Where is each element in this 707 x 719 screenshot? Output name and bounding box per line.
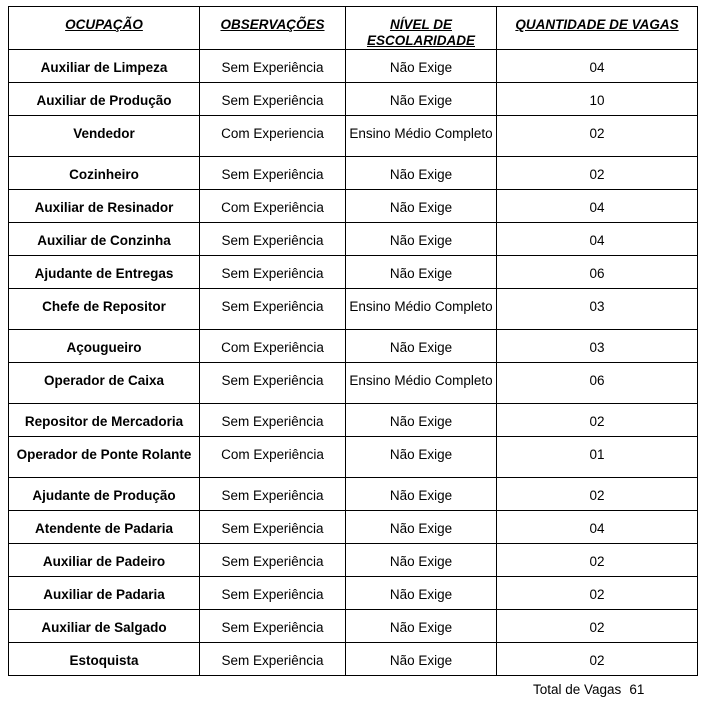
- cell-escolaridade: Não Exige: [346, 83, 497, 116]
- cell-ocupacao: Auxiliar de Padeiro: [9, 544, 200, 577]
- table-row: [9, 289, 698, 330]
- cell-observacoes: Sem Experiência: [200, 83, 346, 116]
- cell-observacoes: Sem Experiência: [200, 289, 346, 330]
- cell-observacoes: Com Experiência: [200, 190, 346, 223]
- total-label: Total de Vagas: [533, 682, 622, 697]
- cell-ocupacao: Auxiliar de Limpeza: [9, 50, 200, 83]
- header-observacoes: OBSERVAÇÕES: [200, 7, 346, 50]
- cell-ocupacao: Ajudante de Produção: [9, 478, 200, 511]
- table-row: [9, 157, 698, 190]
- cell-ocupacao: Açougueiro: [9, 330, 200, 363]
- cell-escolaridade: Não Exige: [346, 610, 497, 643]
- cell-observacoes: Sem Experiência: [200, 478, 346, 511]
- table-row: [9, 544, 698, 577]
- cell-ocupacao: Auxiliar de Salgado: [9, 610, 200, 643]
- cell-observacoes: Sem Experiência: [200, 256, 346, 289]
- cell-ocupacao: Chefe de Repositor: [9, 289, 200, 330]
- cell-observacoes: Com Experiencia: [200, 116, 346, 157]
- table-row: [9, 404, 698, 437]
- header-escolaridade: NÍVEL DE ESCOLARIDADE: [346, 7, 497, 50]
- cell-observacoes: Sem Experiência: [200, 643, 346, 676]
- cell-observacoes: Sem Experiência: [200, 363, 346, 404]
- table-row: [9, 116, 698, 157]
- cell-observacoes: Sem Experiência: [200, 223, 346, 256]
- cell-observacoes: Sem Experiência: [200, 577, 346, 610]
- cell-observacoes: Sem Experiência: [200, 50, 346, 83]
- cell-quantidade: 04: [497, 190, 698, 223]
- cell-quantidade: 02: [497, 157, 698, 190]
- cell-ocupacao: Auxiliar de Padaria: [9, 577, 200, 610]
- cell-escolaridade: Ensino Médio Completo: [346, 289, 497, 330]
- table-row: [9, 478, 698, 511]
- cell-quantidade: 04: [497, 511, 698, 544]
- cell-ocupacao: Auxiliar de Conzinha: [9, 223, 200, 256]
- table-row: [9, 643, 698, 676]
- cell-escolaridade: Não Exige: [346, 544, 497, 577]
- cell-ocupacao: Atendente de Padaria: [9, 511, 200, 544]
- cell-quantidade: 02: [497, 116, 698, 157]
- cell-escolaridade: Não Exige: [346, 330, 497, 363]
- cell-quantidade: 02: [497, 643, 698, 676]
- cell-observacoes: Sem Experiência: [200, 404, 346, 437]
- cell-quantidade: 04: [497, 223, 698, 256]
- header-ocupacao: OCUPAÇÃO: [9, 7, 200, 50]
- total-value: 61: [629, 682, 645, 697]
- table-row: [9, 610, 698, 643]
- cell-escolaridade: Não Exige: [346, 50, 497, 83]
- cell-observacoes: Sem Experiência: [200, 610, 346, 643]
- header-row: [9, 7, 698, 50]
- cell-ocupacao: Auxiliar de Resinador: [9, 190, 200, 223]
- total-vagas: [533, 682, 644, 698]
- table-row: [9, 83, 698, 116]
- cell-escolaridade: Não Exige: [346, 223, 497, 256]
- cell-observacoes: Sem Experiência: [200, 157, 346, 190]
- cell-escolaridade: Não Exige: [346, 190, 497, 223]
- cell-escolaridade: Não Exige: [346, 404, 497, 437]
- cell-quantidade: 01: [497, 437, 698, 478]
- table-row: [9, 437, 698, 478]
- table-row: [9, 223, 698, 256]
- cell-observacoes: Com Experiência: [200, 437, 346, 478]
- cell-escolaridade: Ensino Médio Completo: [346, 363, 497, 404]
- cell-quantidade: 02: [497, 577, 698, 610]
- cell-quantidade: 10: [497, 83, 698, 116]
- table-row: [9, 577, 698, 610]
- cell-observacoes: Sem Experiência: [200, 511, 346, 544]
- cell-ocupacao: Cozinheiro: [9, 157, 200, 190]
- cell-quantidade: 04: [497, 50, 698, 83]
- cell-ocupacao: Vendedor: [9, 116, 200, 157]
- cell-quantidade: 03: [497, 289, 698, 330]
- cell-quantidade: 03: [497, 330, 698, 363]
- cell-escolaridade: Não Exige: [346, 478, 497, 511]
- cell-ocupacao: Operador de Caixa: [9, 363, 200, 404]
- table-row: [9, 511, 698, 544]
- cell-ocupacao: Estoquista: [9, 643, 200, 676]
- cell-escolaridade: Ensino Médio Completo: [346, 116, 497, 157]
- cell-escolaridade: Não Exige: [346, 437, 497, 478]
- cell-escolaridade: Não Exige: [346, 643, 497, 676]
- cell-quantidade: 02: [497, 404, 698, 437]
- table-row: [9, 256, 698, 289]
- cell-quantidade: 02: [497, 610, 698, 643]
- header-quantidade: QUANTIDADE DE VAGAS: [497, 7, 698, 50]
- cell-escolaridade: Não Exige: [346, 511, 497, 544]
- cell-quantidade: 06: [497, 256, 698, 289]
- cell-quantidade: 02: [497, 478, 698, 511]
- table-row: [9, 330, 698, 363]
- cell-ocupacao: Operador de Ponte Rolante: [9, 437, 200, 478]
- cell-escolaridade: Não Exige: [346, 577, 497, 610]
- cell-ocupacao: Auxiliar de Produção: [9, 83, 200, 116]
- table-row: [9, 50, 698, 83]
- cell-ocupacao: Ajudante de Entregas: [9, 256, 200, 289]
- cell-ocupacao: Repositor de Mercadoria: [9, 404, 200, 437]
- cell-observacoes: Sem Experiência: [200, 544, 346, 577]
- cell-escolaridade: Não Exige: [346, 256, 497, 289]
- table-row: [9, 190, 698, 223]
- table-row: [9, 363, 698, 404]
- cell-escolaridade: Não Exige: [346, 157, 497, 190]
- cell-observacoes: Com Experiência: [200, 330, 346, 363]
- cell-quantidade: 06: [497, 363, 698, 404]
- cell-quantidade: 02: [497, 544, 698, 577]
- vagas-table: [8, 6, 698, 676]
